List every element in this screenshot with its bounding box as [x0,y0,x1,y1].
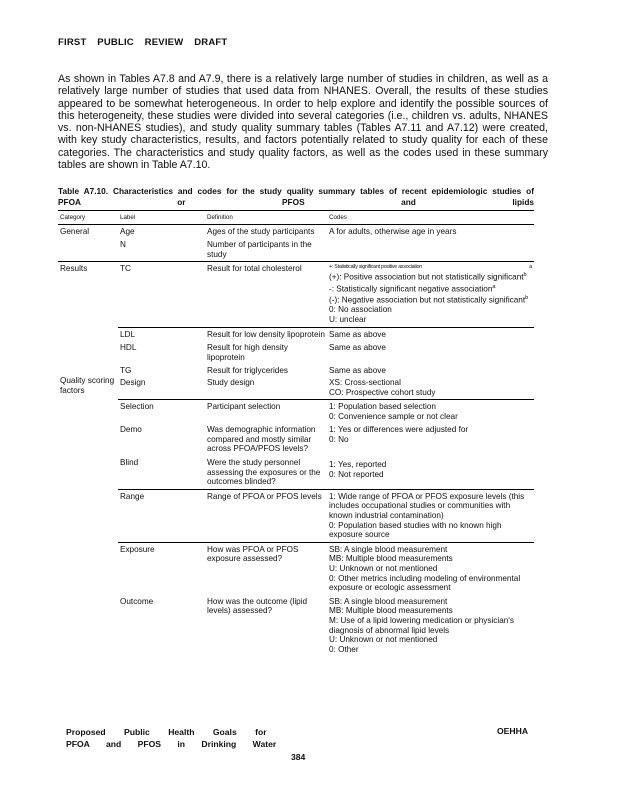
table-row [58,456,534,489]
row-definition: Result for low density lipoprotein [205,327,327,341]
row-codes: 1: Yes or differences were adjusted for 0: No [329,425,469,444]
row-codes: 1: Population based selection 0: Convenience sample or not clear [327,400,534,424]
category-results: Results [58,262,118,327]
table-row [58,595,534,657]
category-quality: Quality scoring factors [60,376,115,395]
row-label: Design [120,377,146,387]
code-line: U: unclear [329,314,367,324]
footer-line-1: Proposed Public Health Goals for [66,727,267,737]
header-definition: Definition [205,211,327,225]
row-codes: XS: Cross-sectional CO: Prospective cohort study [329,377,436,397]
footer-title [66,726,276,750]
row-codes [327,262,534,327]
footer-agency: OEHHA [497,726,529,736]
row-codes: 1: Wide range of PFOA or PFOS exposure levels (this includes occupational studies or communities with known industrial contamination) 0: Population based studies with no known high exposure source [327,489,534,542]
table-row [58,364,534,378]
code-line: (-): Negative association but not statistically significant$^b$ [329,295,529,305]
row-label: TC [118,262,205,327]
table-row [58,262,534,327]
row-label: Outcome [120,596,154,606]
footer-line-2: PFOA and PFOS in Drinking Water [66,739,277,749]
row-label: Demo [120,425,142,435]
draft-header: FIRST PUBLIC REVIEW DRAFT [58,37,228,48]
table-row [58,341,534,364]
table-row [58,400,534,424]
row-definition: Were the study personnel assessing the exposures or the outcomes blinded? [207,458,321,487]
table-row [58,542,534,594]
row-label: Blind [120,458,139,468]
row-definition: Range of PFOA or PFOS levels [205,489,327,542]
page-number: 384 [291,752,306,762]
table-row [58,327,534,341]
row-definition: Result for total cholesterol [205,262,327,327]
row-definition: Ages of the study participants [207,226,315,236]
code-line: 0: No association [329,305,392,315]
row-label: TG [120,366,132,376]
row-codes: SB: A single blood measurement MB: Multiple blood measurements U: Unknown or not mentioned 0: Other metrics including modeling of environmental exposure or ecologic assessment [327,542,534,594]
category-general: General [60,226,90,236]
intro-paragraph: As shown in Tables A7.8 and A7.9, there is a relatively large number of studies in children, as well as a relatively large number of studies that used data from NHANES. Overall, the results of these studies appeared to be somewhat heterogeneous. In order to help explore and identify the possible sources of this heterogeneity, these studies were divided into several categories (i.e., children vs. adults, NHANES vs. non-NHANES studies), and study quality summary tables (Tables A7.11 and A7.12) were created, with key study characteristics, results, and factors potentially related to study quality for each of these categories. The characteristics and study quality factors, as well as the codes used in these summary tables are shown in Table A7.10. [58,73,548,172]
row-definition: Result for high density lipoprotein [207,343,289,362]
table-header-row [58,211,534,225]
row-definition: How was PFOA or PFOS exposure assessed? [205,542,327,594]
row-definition: Participant selection [205,400,327,424]
row-label: HDL [120,343,137,353]
row-label: Age [120,226,135,236]
row-codes: Same as above [329,366,386,376]
table-row [58,224,534,238]
table-row [58,423,534,456]
header-label: Label [118,211,205,225]
code-line: +: Statistically significant positive association a [329,264,532,271]
row-definition: Study design [207,377,255,387]
code-line: -: Statistically significant negative association$^a$ [329,283,496,294]
row-label: Exposure [118,542,205,594]
row-codes: 1: Yes, reported 0: Not reported [329,460,387,479]
row-label: Selection [118,400,205,424]
table-row [58,489,534,542]
row-codes: A for adults, otherwise age in years [329,226,457,236]
row-codes: Same as above [327,327,534,341]
row-definition: Number of participants in the study [207,240,312,259]
header-codes: Codes [327,211,534,225]
characteristics-table [58,210,534,656]
table-caption: Table A7.10. Characteristics and codes for the study quality summary tables of recent epidemiologic studies of PFOA or PFOS and lipids [58,186,534,207]
row-definition: Result for triglycerides [207,366,288,376]
row-label: Range [118,489,205,542]
row-codes: SB: A single blood measurement MB: Multiple blood measurements M: Use of a lipid lowering medication or physician's diagnosis of abnormal lipid levels U: Unknown or not mentioned 0: Other [329,596,514,654]
row-definition: How was the outcome (lipid levels) assessed? [207,596,308,616]
row-definition: Was demographic information compared and mostly similar across PFOA/PFOS levels? [207,425,316,454]
code-line: (+): Positive association but not statistically significant$^b$ [329,272,527,283]
row-codes: Same as above [329,343,386,353]
row-label: N [120,240,126,250]
table-row [58,378,534,400]
row-label: LDL [118,327,205,341]
table-row [58,238,534,262]
header-category: Category [58,211,118,225]
